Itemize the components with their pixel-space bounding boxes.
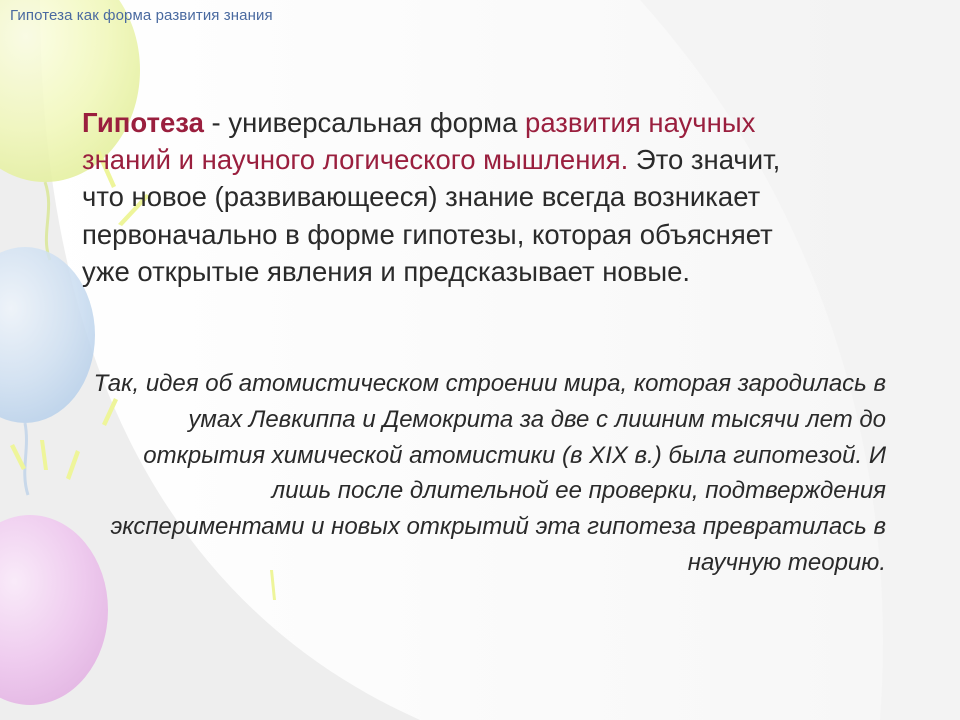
- example-paragraph: Так, идея об атомистическом строении мира, которая зародилась в умах Левкиппа и Демокрита за две с лишним тысячи лет до открытия химической атомистики (в XIX в.) была гипотезой. И лишь после длительной ее проверки, подтверждения экспериментами и новых открытий эта гипотеза превратилась в научную теорию.: [93, 370, 886, 576]
- term-hypothesis: Гипотеза: [82, 107, 204, 138]
- definition-separator: - универсальная форма: [203, 107, 526, 138]
- definition-highlight: развития научных знаний и научного логического мышления.: [82, 107, 756, 176]
- definition-rest: Это значит, что новое (развивающееся) знание всегда возникает первоначально в форме гипотезы, которая объясняет уже открытые явления и предсказывает новые.: [82, 144, 781, 287]
- definition-paragraph: [82, 104, 802, 290]
- slide-title: Гипотеза как форма развития знания: [10, 7, 273, 24]
